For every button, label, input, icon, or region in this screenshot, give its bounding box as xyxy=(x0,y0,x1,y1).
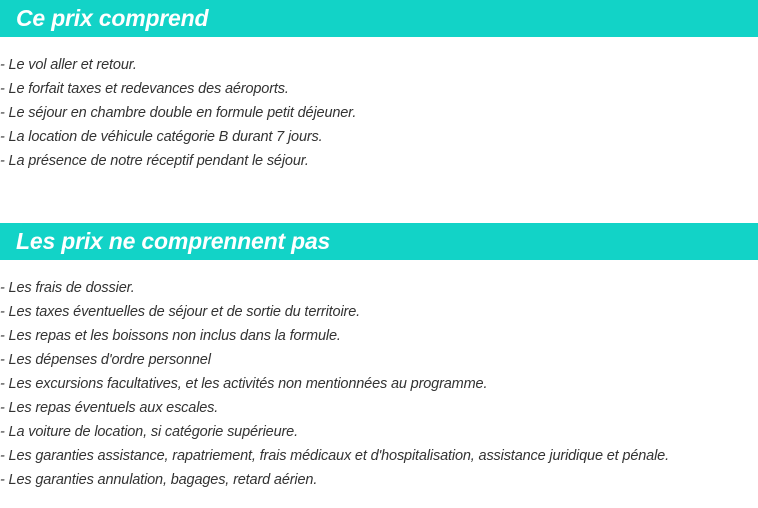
excluded-section-header xyxy=(0,223,758,260)
included-section-title: Ce prix comprend xyxy=(16,5,209,31)
excluded-list-item: - Les frais de dossier. xyxy=(0,280,135,296)
included-list xyxy=(0,53,356,173)
excluded-list-item: - La voiture de location, si catégorie supérieure. xyxy=(0,424,298,440)
excluded-list-item: - Les garanties annulation, bagages, retard aérien. xyxy=(0,472,318,488)
excluded-list-item: - Les taxes éventuelles de séjour et de sortie du territoire. xyxy=(0,304,360,320)
excluded-list-item: - Les repas et les boissons non inclus dans la formule. xyxy=(0,328,341,344)
included-list-item: - Le séjour en chambre double en formule petit déjeuner. xyxy=(0,105,357,121)
excluded-list-item: - Les garanties assistance, rapatriement, frais médicaux et d'hospitalisation, assistance juridique et pénale. xyxy=(0,448,669,464)
included-section-header xyxy=(0,0,758,37)
included-list-item: - Le vol aller et retour. xyxy=(0,57,137,73)
excluded-section-title: Les prix ne comprennent pas xyxy=(16,228,331,254)
included-list-item: - La présence de notre réceptif pendant le séjour. xyxy=(0,153,309,169)
excluded-list-item: - Les repas éventuels aux escales. xyxy=(0,400,219,416)
excluded-list-item: - Les dépenses d'ordre personnel xyxy=(0,352,211,368)
excluded-list-item: - Les excursions facultatives, et les activités non mentionnées au programme. xyxy=(0,376,488,392)
included-list-item: - La location de véhicule catégorie B durant 7 jours. xyxy=(0,129,323,145)
included-list-item: - Le forfait taxes et redevances des aéroports. xyxy=(0,81,289,97)
excluded-list xyxy=(0,276,669,492)
